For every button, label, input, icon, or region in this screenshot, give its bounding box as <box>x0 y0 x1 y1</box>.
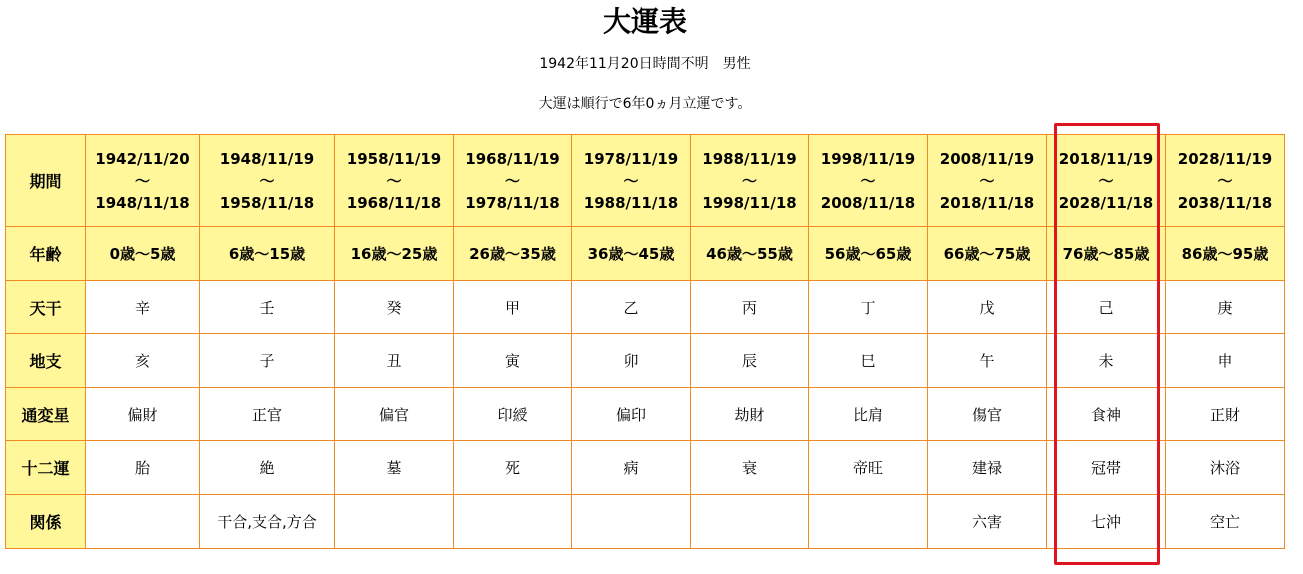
relation-cell: 空亡 <box>1166 495 1285 549</box>
period-cell <box>335 135 454 227</box>
period-start: 2018/11/19 <box>1058 149 1154 168</box>
period-end: 2038/11/18 <box>1177 193 1273 212</box>
period-end: 1978/11/18 <box>465 193 560 212</box>
stem-cell: 丁 <box>809 281 928 334</box>
stage-cell: 病 <box>572 441 691 495</box>
stem-cell: 庚 <box>1166 281 1285 334</box>
period-sep: ～ <box>386 171 402 190</box>
age-cell: 16歳～25歳 <box>335 227 454 281</box>
relation-cell <box>572 495 691 549</box>
period-start: 1978/11/19 <box>583 149 679 168</box>
period-start: 1998/11/19 <box>820 149 916 168</box>
period-end: 1998/11/18 <box>702 193 797 212</box>
period-cell <box>928 135 1047 227</box>
star-cell: 比肩 <box>809 388 928 441</box>
period-start: 1948/11/19 <box>219 149 315 168</box>
age-cell: 76歳～85歳 <box>1047 227 1166 281</box>
stem-cell: 辛 <box>86 281 200 334</box>
period-end: 1968/11/18 <box>346 193 442 212</box>
period-end: 2008/11/18 <box>820 193 916 212</box>
row-age <box>6 227 1285 281</box>
age-cell: 0歳～5歳 <box>86 227 200 281</box>
stem-cell: 甲 <box>454 281 572 334</box>
period-sep: ～ <box>741 171 757 190</box>
stem-cell: 戊 <box>928 281 1047 334</box>
branch-cell: 巳 <box>809 334 928 388</box>
period-cell <box>1047 135 1166 227</box>
stage-cell: 冠帯 <box>1047 441 1166 495</box>
star-cell: 正財 <box>1166 388 1285 441</box>
period-start: 2008/11/19 <box>939 149 1035 168</box>
stem-cell: 癸 <box>335 281 454 334</box>
row-label-branch: 地支 <box>6 334 86 388</box>
branch-cell: 寅 <box>454 334 572 388</box>
period-cell <box>200 135 335 227</box>
luck-start-note: 大運は順行で6年0ヵ月立運です。 <box>538 96 752 112</box>
age-cell: 46歳～55歳 <box>691 227 809 281</box>
period-start: 1942/11/20 <box>95 149 190 168</box>
row-branch <box>6 334 1285 388</box>
relation-cell <box>691 495 809 549</box>
stage-cell: 胎 <box>86 441 200 495</box>
luck-table <box>5 134 1285 549</box>
period-cell <box>809 135 928 227</box>
period-sep: ～ <box>1098 171 1114 190</box>
page-title: 大運表 <box>602 5 687 38</box>
stem-cell: 乙 <box>572 281 691 334</box>
stage-cell: 衰 <box>691 441 809 495</box>
branch-cell: 卯 <box>572 334 691 388</box>
stem-cell: 丙 <box>691 281 809 334</box>
star-cell: 偏官 <box>335 388 454 441</box>
period-sep: ～ <box>504 171 520 190</box>
row-label-period: 期間 <box>6 135 86 227</box>
row-label-stage: 十二運 <box>6 441 86 495</box>
branch-cell: 辰 <box>691 334 809 388</box>
relation-cell <box>454 495 572 549</box>
star-cell: 偏印 <box>572 388 691 441</box>
birth-info: 1942年11月20日時間不明 男性 <box>539 56 751 72</box>
period-sep: ～ <box>1217 171 1233 190</box>
branch-cell: 子 <box>200 334 335 388</box>
relation-cell <box>86 495 200 549</box>
branch-cell: 未 <box>1047 334 1166 388</box>
period-sep: ～ <box>623 171 639 190</box>
branch-cell: 丑 <box>335 334 454 388</box>
period-cell <box>86 135 200 227</box>
relation-cell: 干合,支合,方合 <box>200 495 335 549</box>
stage-cell: 建禄 <box>928 441 1047 495</box>
period-sep: ～ <box>979 171 995 190</box>
stage-cell: 帝旺 <box>809 441 928 495</box>
row-label-star: 通変星 <box>6 388 86 441</box>
branch-cell: 申 <box>1166 334 1285 388</box>
star-cell: 傷官 <box>928 388 1047 441</box>
period-cell <box>454 135 572 227</box>
period-start: 1958/11/19 <box>346 149 442 168</box>
relation-cell <box>335 495 454 549</box>
stage-cell: 墓 <box>335 441 454 495</box>
row-star <box>6 388 1285 441</box>
age-cell: 56歳～65歳 <box>809 227 928 281</box>
branch-cell: 亥 <box>86 334 200 388</box>
relation-cell: 六害 <box>928 495 1047 549</box>
period-end: 1958/11/18 <box>219 193 315 212</box>
stage-cell: 沐浴 <box>1166 441 1285 495</box>
star-cell: 劫財 <box>691 388 809 441</box>
period-end: 2028/11/18 <box>1058 193 1154 212</box>
row-period <box>6 135 1285 227</box>
row-stem <box>6 281 1285 334</box>
period-start: 2028/11/19 <box>1177 149 1273 168</box>
period-sep: ～ <box>860 171 876 190</box>
relation-cell <box>809 495 928 549</box>
star-cell: 正官 <box>200 388 335 441</box>
period-cell <box>1166 135 1285 227</box>
period-sep: ～ <box>259 171 275 190</box>
age-cell: 6歳～15歳 <box>200 227 335 281</box>
age-cell: 66歳～75歳 <box>928 227 1047 281</box>
age-cell: 86歳～95歳 <box>1166 227 1285 281</box>
period-cell <box>691 135 809 227</box>
period-end: 1948/11/18 <box>95 193 190 212</box>
period-cell <box>572 135 691 227</box>
age-cell: 36歳～45歳 <box>572 227 691 281</box>
period-end: 2018/11/18 <box>939 193 1035 212</box>
row-label-stem: 天干 <box>6 281 86 334</box>
branch-cell: 午 <box>928 334 1047 388</box>
relation-cell: 七沖 <box>1047 495 1166 549</box>
row-relation <box>6 495 1285 549</box>
row-label-relation: 関係 <box>6 495 86 549</box>
star-cell: 食神 <box>1047 388 1166 441</box>
period-start: 1968/11/19 <box>465 149 560 168</box>
period-end: 1988/11/18 <box>583 193 679 212</box>
age-cell: 26歳～35歳 <box>454 227 572 281</box>
period-start: 1988/11/19 <box>702 149 797 168</box>
star-cell: 印綬 <box>454 388 572 441</box>
stage-cell: 死 <box>454 441 572 495</box>
row-stage <box>6 441 1285 495</box>
period-sep: ～ <box>134 171 150 190</box>
stem-cell: 壬 <box>200 281 335 334</box>
stage-cell: 絶 <box>200 441 335 495</box>
stem-cell: 己 <box>1047 281 1166 334</box>
star-cell: 偏財 <box>86 388 200 441</box>
row-label-age: 年齢 <box>6 227 86 281</box>
